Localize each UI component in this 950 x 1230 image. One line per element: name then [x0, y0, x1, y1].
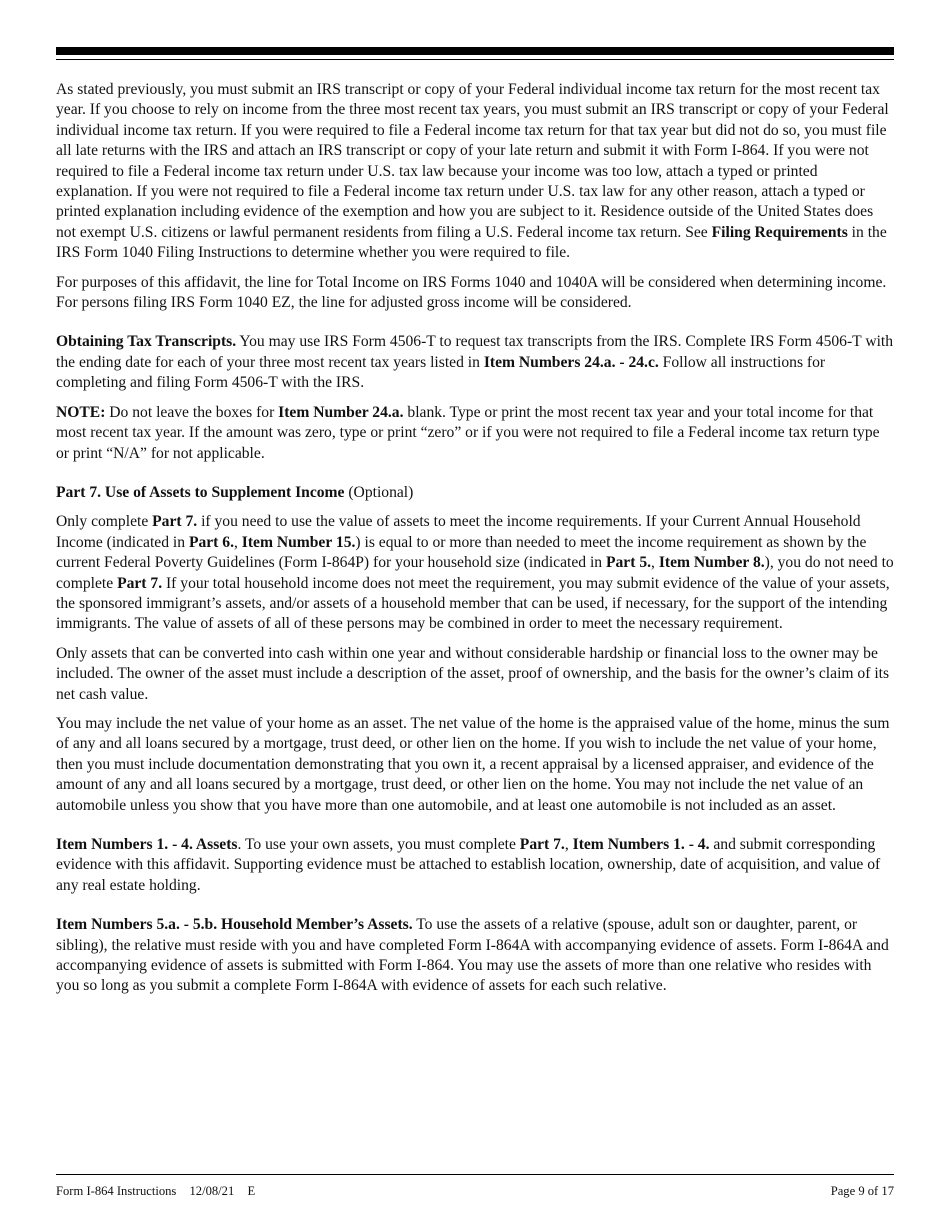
footer-form-info — [56, 1183, 265, 1199]
header-rule-thick — [56, 47, 894, 55]
paragraph-home-net-value: You may include the net value of your home as an asset. The net value of the home is the appraised value of the home, minus the sum of any and all loans secured by a mortgage, trust deed, or other lien on the home. If you wish to include the net value of your home, then you must include documentation demonstrating that you own it, a recent appraisal by a licensed appraiser, and evidence of the amount of any and all loans secured by a mortgage, trust deed, or other lien on the home. You may not include the net value of an automobile unless you show that you have more than one automobile, and at least one automobile is not included as an asset. — [56, 714, 890, 814]
page-content — [56, 80, 896, 1006]
footer-edition-date: 12/08/21 — [189, 1184, 235, 1198]
page-footer — [56, 1183, 894, 1199]
footer-form-name: Form I-864 Instructions — [56, 1184, 177, 1198]
paragraph-item-numbers-5a-5b: Item Numbers 5.a. - 5.b. Household Member’s Assets. To use the assets of a relative (spouse, adult son or daughter, parent, or sibling), the relative must reside with you and have completed Form I-864A with accompanying evidence of assets. Form I-864A and accompanying evidence of assets is submitted with Form I-864. You may use the assets of more than one relative who resides with you so long as you submit a complete Form I-864A with evidence of assets for each such relative. — [56, 916, 889, 995]
paragraph-convertible-assets: Only assets that can be converted into cash within one year and without considerable hardship or financial loss to the owner may be included. The owner of the asset must include a description of the asset, proof of ownership, and the basis for the owner’s claim of its net cash value. — [56, 644, 890, 703]
header-rule-thin — [56, 59, 894, 60]
footer-page-number: Page 9 of 17 — [830, 1184, 894, 1198]
paragraph-note: NOTE: Do not leave the boxes for Item Number 24.a. blank. Type or print the most recent tax year and your total income for that most recent tax year. If the amount was zero, type or print “zero” or if you were not required to file a Federal income tax return type or print “N/A” for not applicable. — [56, 403, 880, 462]
footer-rule — [56, 1174, 894, 1175]
paragraph-item-numbers-1-4: Item Numbers 1. - 4. Assets. To use your own assets, you must complete Part 7., Item Numbers 1. - 4. and submit corresponding evidence with this affidavit. Supporting evidence must be attached to establish location, ownership, date of acquisition, and value of any real estate holding. — [56, 836, 881, 894]
paragraph-obtaining-tax-transcripts: Obtaining Tax Transcripts. You may use IRS Form 4506-T to request tax transcripts from the IRS. Complete IRS Form 4506-T with the ending date for each of your three most recent tax years listed in Item Numbers 24.a. - 24.c. Follow all instructions for completing and filing Form 4506-T with the IRS. — [56, 333, 894, 392]
paragraph-part7-intro: Only complete Part 7. if you need to use the value of assets to meet the income requirements. If your Current Annual Household Income (indicated in Part 6., Item Number 15.) is equal to or more than needed to meet the income requirement as shown by the current Federal Poverty Guidelines (Form I-864P) for your household size (indicated in Part 5., Item Number 8.), you do not need to complete Part 7. If your total household income does not meet the requirement, you may submit evidence of the value of your assets, the sponsored immigrant’s assets, and/or assets of a household member that can be used, if necessary, for the support of the intending immigrants. The value of assets of all of these persons may be combined in order to meet the necessary requirement. — [56, 513, 894, 633]
footer-edition-code: E — [247, 1184, 256, 1198]
paragraph-total-income-line: For purposes of this affidavit, the line for Total Income on IRS Forms 1040 and 1040A will be considered when determining income. For persons filing IRS Form 1040 EZ, the line for adjusted gross income will be considered. — [56, 273, 887, 312]
section-heading-part-7: Part 7. Use of Assets to Supplement Income (Optional) — [56, 483, 414, 501]
paragraph-tax-return-requirement: As stated previously, you must submit an IRS transcript or copy of your Federal individual income tax return for the most recent tax year. If you choose to rely on income from the three most recent tax years, you must submit an IRS transcript or copy of your Federal individual income tax return. If you were required to file a Federal income tax return for that tax year but did not do so, you must file all late returns with the IRS and attach an IRS transcript or copy of your late return and submit it with Form I-864. If you were not required to file a Federal income tax return under U.S. tax law because your income was too low, attach a typed or printed explanation. If you were not required to file a Federal income tax return under U.S. tax law for any other reason, attach a typed or printed explanation including evidence of the exemption and how you are subject to it. Residence outside of the United States does not exempt U.S. citizens or lawful permanent residents from filing a U.S. Federal income tax return. See Filing Requirements in the IRS Form 1040 Filing Instructions to determine whether you were required to file. — [56, 81, 889, 262]
